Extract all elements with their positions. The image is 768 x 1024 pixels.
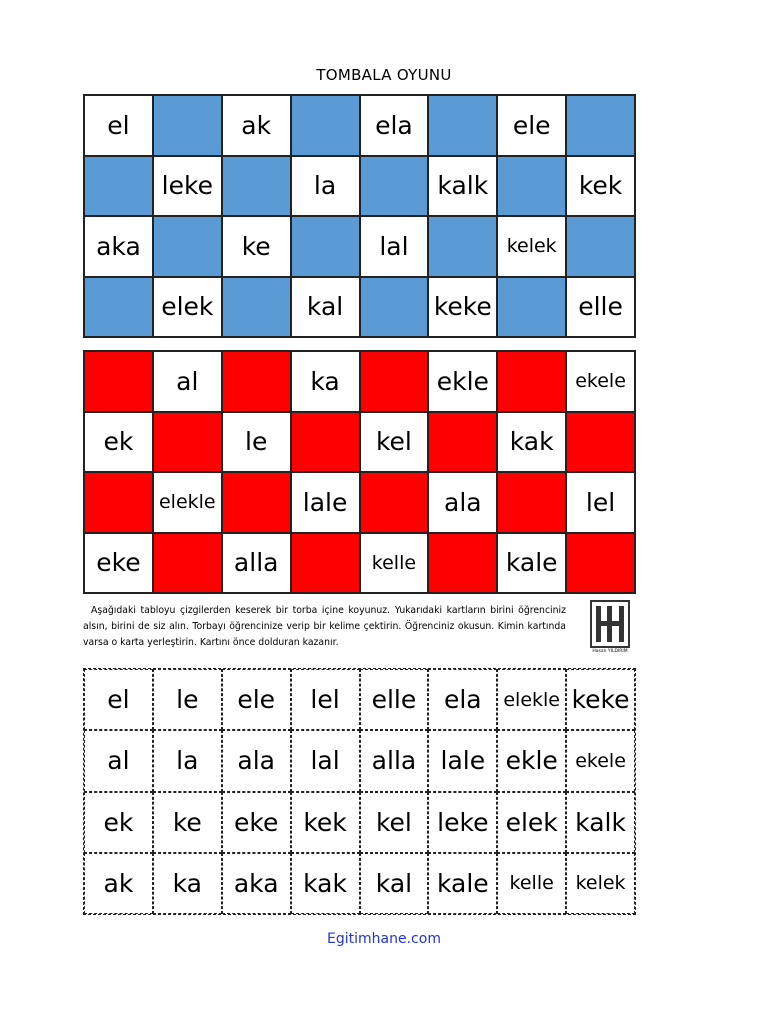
filled-square [84,277,153,338]
word-cell: kelek [497,216,566,277]
word-cell: lel [566,472,635,533]
word-card: keke [566,669,635,730]
word-card: eke [222,792,291,853]
word-card: kek [291,792,360,853]
filled-square [291,95,360,156]
word-cell: ak [222,95,291,156]
filled-square [566,533,635,594]
filled-square [497,156,566,217]
word-cell: lal [360,216,429,277]
word-card: lale [428,730,497,791]
word-card: al [84,730,153,791]
word-cell: le [222,412,291,473]
word-cell: el [84,95,153,156]
word-cell: lale [291,472,360,533]
logo-caption: Hasan YILDIRIM [592,649,628,654]
word-card: el [84,669,153,730]
word-card: elle [360,669,429,730]
word-cell: alla [222,533,291,594]
word-cell: ala [428,472,497,533]
filled-square [153,216,222,277]
word-card: kel [360,792,429,853]
filled-square [360,472,429,533]
word-cell: ek [84,412,153,473]
filled-square [222,351,291,412]
filled-square [153,412,222,473]
red-tombola-card [83,350,636,594]
filled-square [84,351,153,412]
word-card: elekle [497,669,566,730]
word-card: ke [153,792,222,853]
filled-square [360,277,429,338]
filled-square [153,533,222,594]
word-card: kalk [566,792,635,853]
word-card: alla [360,730,429,791]
word-cell: ela [360,95,429,156]
filled-square [566,216,635,277]
word-card: ekle [497,730,566,791]
cut-out-word-cards [83,668,636,915]
word-cell: ka [291,351,360,412]
filled-square [566,412,635,473]
word-cell: kelle [360,533,429,594]
filled-square [428,412,497,473]
filled-square [222,156,291,217]
word-card: lel [291,669,360,730]
filled-square [222,277,291,338]
word-card: kelek [566,853,635,914]
filled-square [291,533,360,594]
word-cell: ele [497,95,566,156]
hy-monogram-icon [590,600,630,648]
instructions-text: Aşağıdaki tabloyu çizgilerden keserek bir torba içine koyunuz. Yukarıdaki kartların birini öğrenciniz alsın, birini de siz alın. Torbayı öğrencinize verip bir kelime çektirin. Öğrenciniz okusun. Kimin kartında varsa o karta yerleştirin. Kartını önce dolduran kazanır. [83,605,566,648]
word-card: ek [84,792,153,853]
word-card: ela [428,669,497,730]
word-cell: kale [497,533,566,594]
word-cell: kel [360,412,429,473]
filled-square [222,472,291,533]
word-card: lal [291,730,360,791]
word-card: kak [291,853,360,914]
blue-tombola-card [83,94,636,338]
word-cell: kalk [428,156,497,217]
filled-square [84,156,153,217]
word-card: la [153,730,222,791]
word-card: kelle [497,853,566,914]
word-card: ka [153,853,222,914]
filled-square [497,472,566,533]
word-card: le [153,669,222,730]
word-cell: ekele [566,351,635,412]
word-cell: kal [291,277,360,338]
word-cell: aka [84,216,153,277]
filled-square [360,156,429,217]
filled-square [428,216,497,277]
word-card: elek [497,792,566,853]
filled-square [497,277,566,338]
word-cell: ekle [428,351,497,412]
filled-square [566,95,635,156]
word-card: ala [222,730,291,791]
filled-square [291,216,360,277]
word-cell: ke [222,216,291,277]
filled-square [291,412,360,473]
word-cell: keke [428,277,497,338]
filled-square [497,351,566,412]
word-cell: kek [566,156,635,217]
footer-site-link[interactable]: Egitimhane.com [327,931,441,947]
word-cell: kak [497,412,566,473]
filled-square [428,95,497,156]
word-cell: eke [84,533,153,594]
word-card: leke [428,792,497,853]
filled-square [153,95,222,156]
word-cell: leke [153,156,222,217]
word-card: ele [222,669,291,730]
word-card: kale [428,853,497,914]
word-card: ekele [566,730,635,791]
word-cell: elle [566,277,635,338]
filled-square [428,533,497,594]
word-card: kal [360,853,429,914]
author-logo [586,600,634,660]
filled-square [360,351,429,412]
page-title: TOMBALA OYUNU [316,66,452,84]
word-card: ak [84,853,153,914]
word-card: aka [222,853,291,914]
word-cell: al [153,351,222,412]
word-cell: elekle [153,472,222,533]
filled-square [84,472,153,533]
word-cell: la [291,156,360,217]
word-cell: elek [153,277,222,338]
